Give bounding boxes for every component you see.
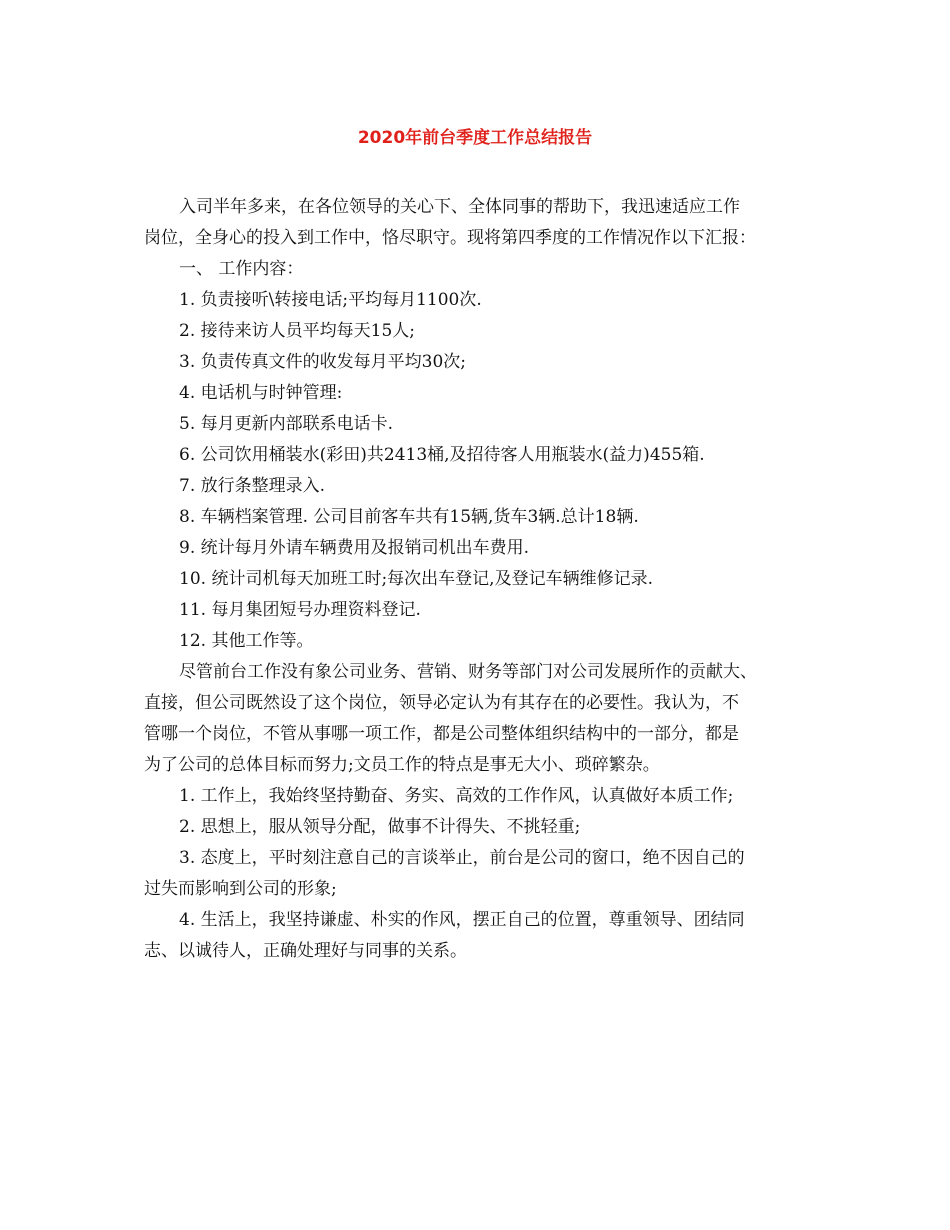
list-item: 12. 其他工作等。	[179, 631, 314, 651]
paragraph-line: 为了公司的总体目标而努力;文员工作的特点是事无大小、琐碎繁杂。	[144, 755, 660, 775]
list-item: 1. 工作上，我始终坚持勤奋、务实、高效的工作作风，认真做好本质工作;	[179, 786, 734, 806]
paragraph-line: 尽管前台工作没有象公司业务、营销、财务等部门对公司发展所作的贡献大、	[179, 662, 757, 682]
document-body	[144, 192, 812, 967]
paragraph-line: 入司半年多来，在各位领导的关心下、全体同事的帮助下，我迅速适应工作	[179, 197, 740, 217]
paragraph-line: 直接，但公司既然设了这个岗位，领导必定认为有其存在的必要性。我认为，不	[144, 693, 739, 713]
list-item: 1. 负责接听\转接电话;平均每月1100次.	[179, 290, 482, 310]
list-item: 3. 负责传真文件的收发每月平均30次;	[179, 352, 466, 372]
paragraph-line: 岗位，全身心的投入到工作中，恪尽职守。现将第四季度的工作情况作以下汇报：	[144, 228, 756, 248]
list-item: 11. 每月集团短号办理资料登记.	[179, 600, 421, 620]
list-item-continuation: 过失而影响到公司的形象;	[144, 879, 337, 899]
list-item: 5. 每月更新内部联系电话卡.	[179, 414, 394, 434]
list-item: 2. 接待来访人员平均每天15人;	[179, 321, 415, 341]
section-heading: 一、 工作内容：	[179, 259, 304, 279]
list-item: 3. 态度上，平时刻注意自己的言谈举止，前台是公司的窗口，绝不因自己的	[179, 848, 745, 868]
list-item: 2. 思想上，服从领导分配，做事不计得失、不挑轻重;	[179, 817, 581, 837]
list-item-continuation: 志、以诚待人，正确处理好与同事的关系。	[144, 941, 467, 961]
paragraph-line: 管哪一个岗位，不管从事哪一项工作，都是公司整体组织结构中的一部分，都是	[144, 724, 739, 744]
list-item: 9. 统计每月外请车辆费用及报销司机出车费用.	[179, 538, 530, 558]
list-item: 4. 生活上，我坚持谦虚、朴实的作风，摆正自己的位置，尊重领导、团结同	[179, 910, 745, 930]
list-item: 8. 车辆档案管理. 公司目前客车共有15辆,货车3辆.总计18辆.	[179, 507, 639, 527]
list-item: 4. 电话机与时钟管理:	[179, 383, 343, 403]
list-item: 7. 放行条整理录入.	[179, 476, 326, 496]
list-item: 6. 公司饮用桶装水(彩田)共2413桶,及招待客人用瓶装水(益力)455箱.	[179, 445, 705, 465]
document-title: 2020年前台季度工作总结报告	[357, 128, 593, 148]
list-item: 10. 统计司机每天加班工时;每次出车登记,及登记车辆维修记录.	[179, 569, 653, 589]
